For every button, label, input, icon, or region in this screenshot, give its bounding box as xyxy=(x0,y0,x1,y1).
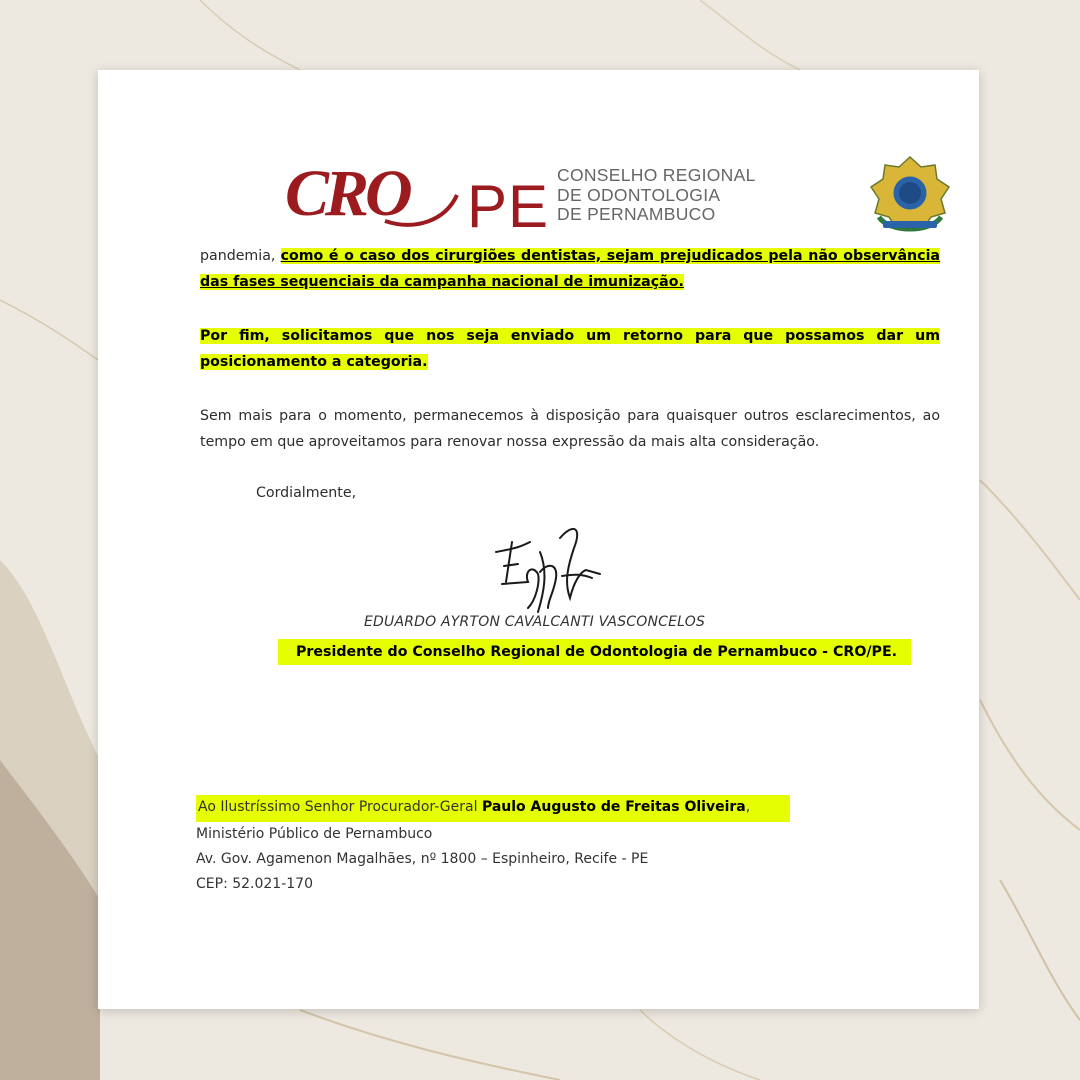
signatory-name: EDUARDO AYRTON CAVALCANTI VASCONCELOS xyxy=(364,614,706,630)
paragraph-request xyxy=(200,323,940,375)
signatory-title: Presidente do Conselho Regional de Odontologia de Pernambuco - CRO/PE. xyxy=(278,639,911,665)
recipient-address xyxy=(196,795,790,897)
recipient-name: Paulo Augusto de Freitas Oliveira xyxy=(481,799,746,815)
address-line-street: Av. Gov. Agamenon Magalhães, nº 1800 – Espinheiro, Recife - PE xyxy=(196,851,649,867)
address-line-recipient xyxy=(196,795,790,822)
org-line-3: DE PERNAMBUCO xyxy=(557,204,716,224)
recipient-salutation: Ao Ilustríssimo Senhor Procurador-Geral xyxy=(198,799,478,815)
cro-logo-icon xyxy=(285,155,465,235)
address-line-postal-code: CEP: 52.021-170 xyxy=(196,876,313,892)
paragraph-closing: Sem mais para o momento, permanecemos à disposição para quaisquer outros esclarecimentos, ao tempo em que aproveitamos para renovar nossa expressão da mais alta consideração. xyxy=(200,408,940,450)
paragraph-pandemic xyxy=(200,243,940,295)
cro-mark-text: CRO xyxy=(285,157,409,230)
org-line-2: DE ODONTOLOGIA xyxy=(557,184,721,205)
paragraph-lead: pandemia, xyxy=(200,248,276,264)
org-line-1: CONSELHO REGIONAL xyxy=(557,165,756,185)
highlighted-passage: como é o caso dos cirurgiões dentistas, sejam prejudicados pela não observância das fases sequenciais da campanha nacional de imunização. xyxy=(200,248,940,290)
brazil-coat-of-arms-icon xyxy=(865,155,955,235)
closing-salutation: Cordialmente, xyxy=(256,485,357,501)
logo-state-text: PE xyxy=(467,173,550,240)
document-page xyxy=(98,70,979,1009)
recipient-name-suffix: , xyxy=(745,799,751,815)
logo-org-name xyxy=(557,166,756,225)
highlighted-request: Por fim, solicitamos que nos seja enviado um retorno para que possamos dar um posicionamento a categoria. xyxy=(200,328,940,370)
address-line-institution: Ministério Público de Pernambuco xyxy=(196,826,433,842)
handwritten-signature xyxy=(478,512,618,622)
